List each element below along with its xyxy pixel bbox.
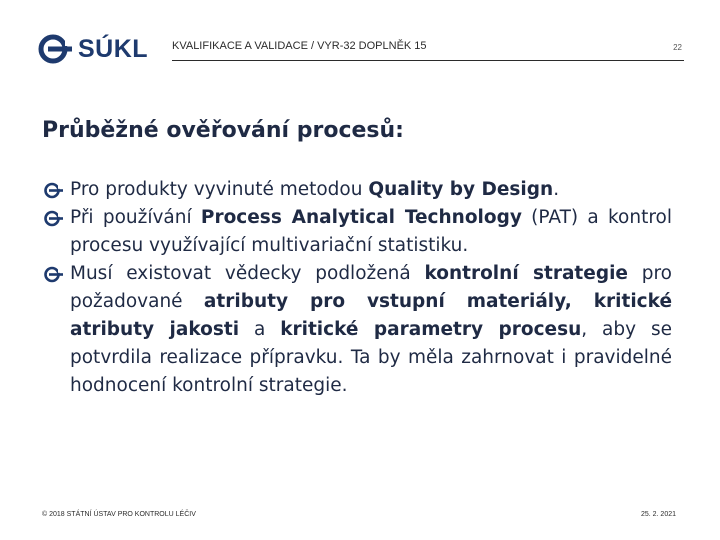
bullet-text: . <box>553 179 560 200</box>
bullet-item <box>42 260 672 400</box>
header-title: KVALIFIKACE A VALIDACE / VYR-32 DOPLNĚK 15 <box>172 40 427 52</box>
bullet-item <box>42 204 672 260</box>
bullet-text: (PAT) a kontrol procesu využívající multivariační statistiku. <box>70 207 672 256</box>
bullet-text: pro požadované <box>70 263 672 312</box>
bullet-list <box>42 176 672 400</box>
bullet-text: a <box>239 319 281 340</box>
sukl-logo-icon <box>38 34 72 64</box>
slide-title: Průběžné ověřování procesů: <box>42 118 404 143</box>
bullet-item <box>42 176 672 204</box>
header-divider <box>172 60 684 61</box>
bullet-text-bold: Process Analytical Technology <box>200 207 522 228</box>
logo-text: SÚKL <box>78 34 149 63</box>
bullet-text-bold: Quality by Design <box>368 179 554 200</box>
bullet-text-bold: kontrolní strategie <box>424 263 628 284</box>
bullet-text: Pro produkty vyvinuté metodou <box>70 179 369 200</box>
sukl-logo <box>38 34 148 64</box>
page-number: 22 <box>673 43 682 52</box>
bullet-icon <box>43 210 63 227</box>
bullet-text: , aby se potvrdila realizace přípravku. Ta by měla zahrnovat i pravidelné hodnocení kontrolní strategie. <box>70 319 672 396</box>
bullet-text-bold: kritické parametry procesu <box>280 319 582 340</box>
footer-date: 25. 2. 2021 <box>640 511 676 518</box>
bullet-icon <box>43 182 63 199</box>
bullet-icon <box>43 266 63 283</box>
bullet-text: Musí existovat vědecky podložená <box>70 263 425 284</box>
bullet-text-bold: atributy pro vstupní materiály, kritické atributy jakosti <box>70 291 672 340</box>
footer-copyright: © 2018 STÁTNÍ ÚSTAV PRO KONTROLU LÉČIV <box>42 511 196 518</box>
bullet-text: Při používání <box>70 207 201 228</box>
